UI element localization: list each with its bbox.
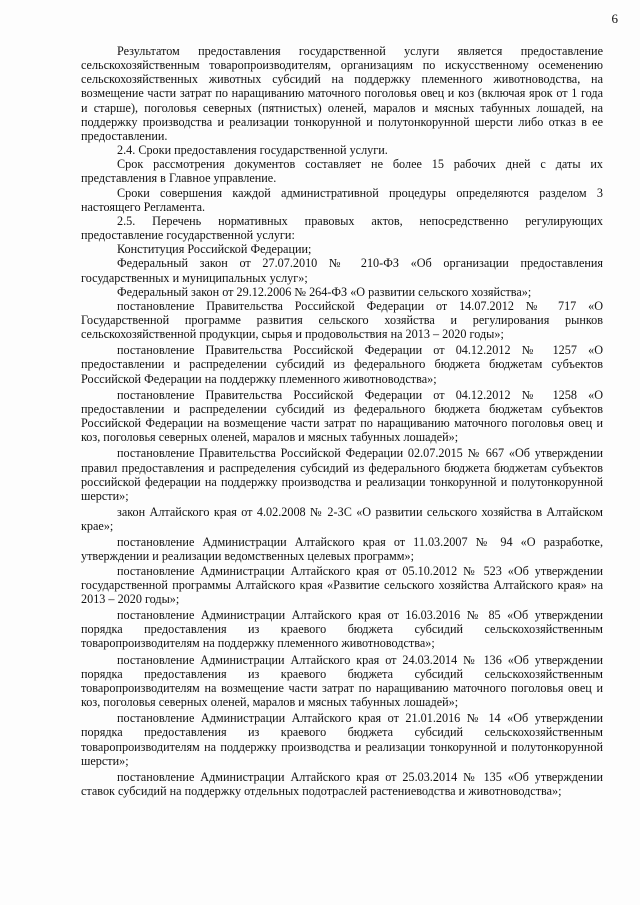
list-item: постановление Правительства Российской Федерации от 04.12.2012 № 1257 «О предоставлении и распределении субсидий из федерального бюджета бюджетам субъектов Российской Федерации на поддержку племенного животноводства»; bbox=[81, 343, 603, 386]
list-item: постановление Администрации Алтайского края от 24.03.2014 № 136 «Об утверждении порядка предоставления из краевого бюджета субсидий сельскохозяйственным товаропроизводителям на возмещение части затрат по наращиванию маточного поголовья овец и коз, поголовья северных оленей, маралов и мясных табунных лошадей»; bbox=[81, 652, 603, 710]
paragraph-result: Результатом предоставления государственной услуги является предоставление сельскохозяйственным товаропроизводителям, организациям по искусственному осеменению сельскохозяйственных животных субсидий на поддержку племенного животноводства, на возмещение части затрат по наращиванию маточного поголовья овец и коз (включая ярок от 1 года и старше), поголовья северных (пятнистых) оленей, маралов и мясных табунных лошадей, на поддержку производства и реализации тонкорунной и полутонкорунной шерсти либо отказ в ее предоставлении. bbox=[81, 44, 603, 143]
section-heading-2-5: 2.5. Перечень нормативных правовых актов, непосредственно регулирующих предоставление государственной услуги: bbox=[81, 213, 603, 243]
list-item: Федеральный закон от 29.12.2006 № 264-ФЗ «О развитии сельского хозяйства»; bbox=[117, 284, 532, 299]
paragraph-review-term: Срок рассмотрения документов составляет не более 15 рабочих дней с даты их представления в Главное управление. bbox=[81, 157, 603, 186]
list-item: постановление Правительства Российской Федерации 02.07.2015 № 667 «Об утверждении правил предоставления и распределения субсидий из федерального бюджета бюджетам субъектов российской федерации на поддержку производства и реализации тонкорунной и полутонкорунной шерсти»; bbox=[81, 446, 603, 503]
document-body bbox=[81, 44, 603, 798]
page-number: 6 bbox=[611, 11, 618, 26]
list-item: постановление Правительства Российской Федерации от 04.12.2012 № 1258 «О предоставлении и распределении субсидий из федерального бюджета бюджетам субъектов Российской Федерации на возмещение части затрат по наращиванию маточного поголовья овец и коз, поголовья северных оленей, маралов и мясных табунных лошадей»; bbox=[81, 387, 603, 445]
list-item: постановление Администрации Алтайского края от 16.03.2016 № 85 «Об утверждении порядка предоставления из краевого бюджета субсидий сельскохозяйственным товаропроизводителям на поддержку племенного животноводства»; bbox=[81, 608, 603, 651]
section-heading-2-4: 2.4. Сроки предоставления государственной услуги. bbox=[117, 143, 388, 158]
list-item: закон Алтайского края от 4.02.2008 № 2-ЗС «О развитии сельского хозяйства в Алтайском крае»; bbox=[81, 505, 603, 534]
list-item: постановление Администрации Алтайского края от 11.03.2007 № 94 «О разработке, утверждении и реализации ведомственных целевых программ»; bbox=[81, 535, 603, 564]
list-item: Конституция Российской Федерации; bbox=[117, 242, 312, 257]
list-item: постановление Администрации Алтайского края от 25.03.2014 № 135 «Об утверждении ставок субсидий на поддержку отдельных подотраслей растениеводства и животноводства»; bbox=[81, 769, 603, 798]
list-item: Федеральный закон от 27.07.2010 № 210-ФЗ «Об организации предоставления государственных и муниципальных услуг»; bbox=[81, 256, 603, 285]
list-item: постановление Администрации Алтайского края от 21.01.2016 № 14 «Об утверждении порядка предоставления из краевого бюджета субсидий сельскохозяйственным товаропроизводителям на поддержку производства и реализации тонкорунной и полутонкорунной шерсти»; bbox=[81, 711, 603, 768]
paragraph-procedure-term: Сроки совершения каждой административной процедуры определяются разделом 3 настоящего Регламента. bbox=[81, 185, 603, 214]
list-item: постановление Администрации Алтайского края от 05.10.2012 № 523 «Об утверждении государственной программы Алтайского края «Развитие сельского хозяйства Алтайского края» на 2013 – 2020 годы»; bbox=[81, 563, 603, 606]
list-item: постановление Правительства Российской Федерации от 14.07.2012 № 717 «О Государственной программе развития сельского хозяйства и регулирования рынков сельскохозяйственной продукции, сырья и продовольствия на 2013 – 2020 годы»; bbox=[81, 298, 603, 342]
